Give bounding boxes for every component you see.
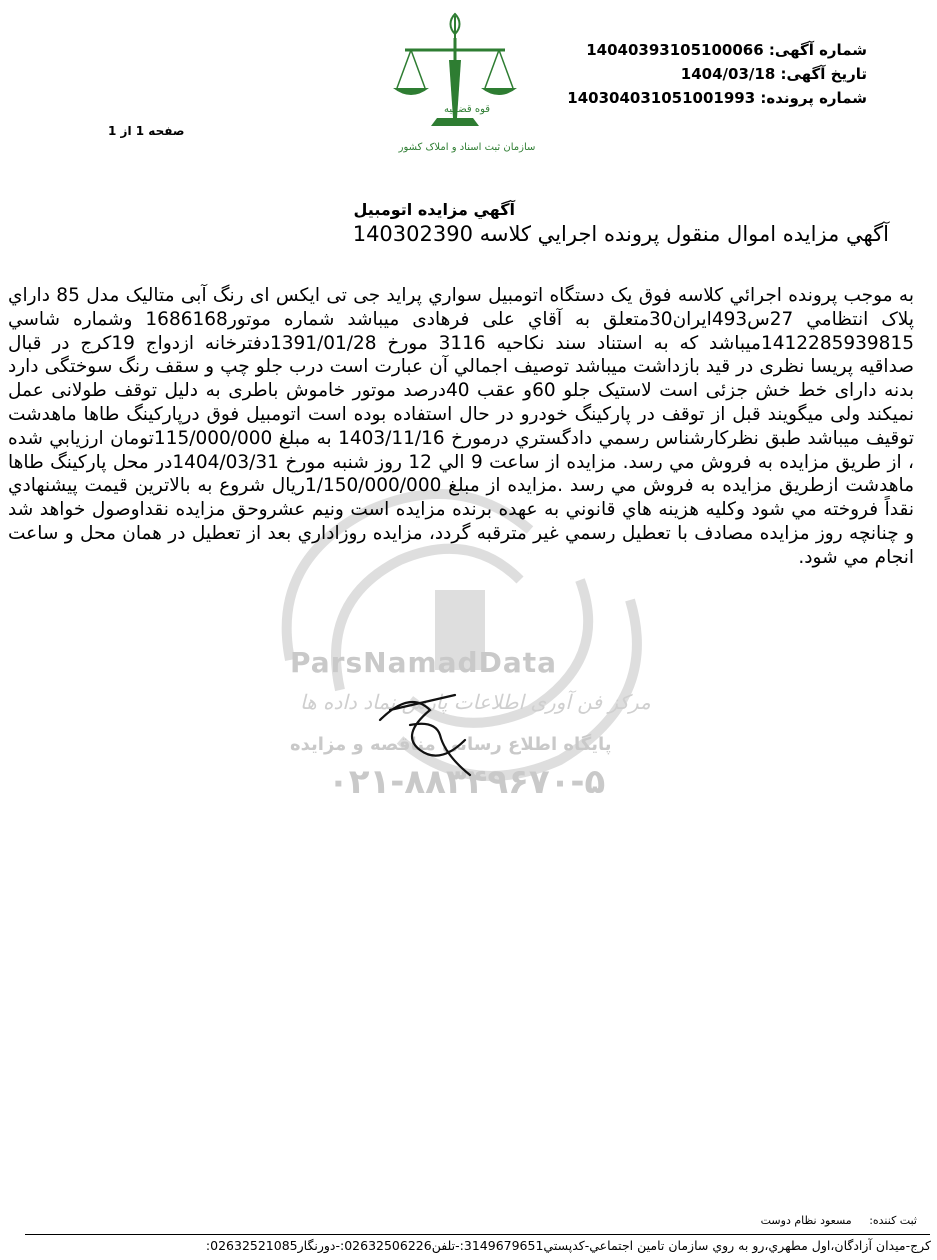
watermark-brand: ParsNamadData [290,646,557,679]
notice-number-row [567,38,867,62]
case-number: 140304031051001993 [567,89,756,107]
document-title: آگهي مزايده اتومبيل [353,200,515,219]
notice-date-row [567,62,867,86]
footer-divider [25,1234,930,1235]
judiciary-emblem-icon [375,8,535,158]
footer-address: كرج-ميدان آزادگان،اول مطهري،رو به روي سازمان تامين اجتماعي-كدپستي3149679651:-تلفن02632506226:-دورنگار02632521085: [205,1238,931,1253]
watermark-phone: ۰۲۱-۸۸۳۴۹۶۷۰-۵ [328,762,606,802]
watermark-line-2: پایگاه اطلاع رسانی مناقصه و مزایده [290,734,612,755]
registrar-label: ثبت كننده: [869,1214,917,1227]
registrar [761,1214,917,1227]
case-number-label: شماره پرونده: [760,89,867,107]
emblem-caption-2: سازمان ثبت اسناد و املاک کشور [398,142,535,153]
notice-meta [567,38,867,110]
notice-number: 14040393105100066 [586,41,764,59]
signature-icon [370,680,480,780]
registrar-name: مسعود نظام دوست [760,1214,852,1227]
emblem-caption-1: قوه قضاییه [443,104,491,115]
document-subtitle: آگهي مزايده اموال منقول پرونده اجرايي كلاسه 140302390 [352,222,889,246]
notice-number-label: شماره آگهی: [768,41,867,59]
notice-date-label: تاریخ آگهی: [780,65,867,83]
page-count: صفحه 1 از 1 [108,124,185,138]
notice-body: به موجب پرونده اجرائي كلاسه فوق يک دستگاه اتومبيل سواري پرايد جی تی ايکس ای رنگ آبی متاليک مدل 85 داراي پلاک انتظامي 27س493ايران30متعلق به آقاي علی فرهادی ميباشد شماره موتور1686168 وشماره شاسي 1412285939815ميباشد كه به استناد سند نكاحيه 3116 مورخ 1391/01/28دفترخانه ازدواج 19کرج در قبال صداقيه پريسا نظری در قيد بازداشت ميباشد توصيف اجمالي آن عبارت است درب جلو چپ و سقف رنگ سوختگی دارد بدنه دارای خط خش جزئی است لاستيک جلو 60و عقب 40درصد موتور خاموش باطری به دليل توقف طولانی عمل نميکند ولی ميگويند قبل از توقف در پارکينگ خودرو در حال استفاده بوده است اتومبيل فوق درپارکينگ طاها ماهدشت توقيف ميباشد طبق نظرکارشناس رسمي دادگستري درمورخ 1403/11/16 به مبلغ 115/000/000تومان ارزيابي شده ، از طريق مزايده به فروش مي رسد. مزايده از ساعت 9 الي 12 روز شنبه مورخ 1404/03/31در محل پارکينگ طاها ماهدشت ازطريق مزايده به فروش مي رسد .مزايده از مبلغ 1/150/000/000ريال شروع به بالاترين قيمت پيشنهادي نقداً فروخته مي شود وكليه هزينه هاي قانوني به عهده برنده مزايده است ونيم عشروحق مزايده نقداوصول خواهد شد و چنانچه روز مزايده مصادف با تعطيل رسمي غير مترقبه گردد، مزايده روزاداري بعد از تعطيل در همان محل و ساعت انجام مي شود. [8,285,915,568]
watermark-line-1: مرکز فن آوری اطلاعات پارس نماد داده ها [300,690,651,714]
notice-date: 1404/03/18 [680,65,776,83]
case-number-row [567,86,867,110]
